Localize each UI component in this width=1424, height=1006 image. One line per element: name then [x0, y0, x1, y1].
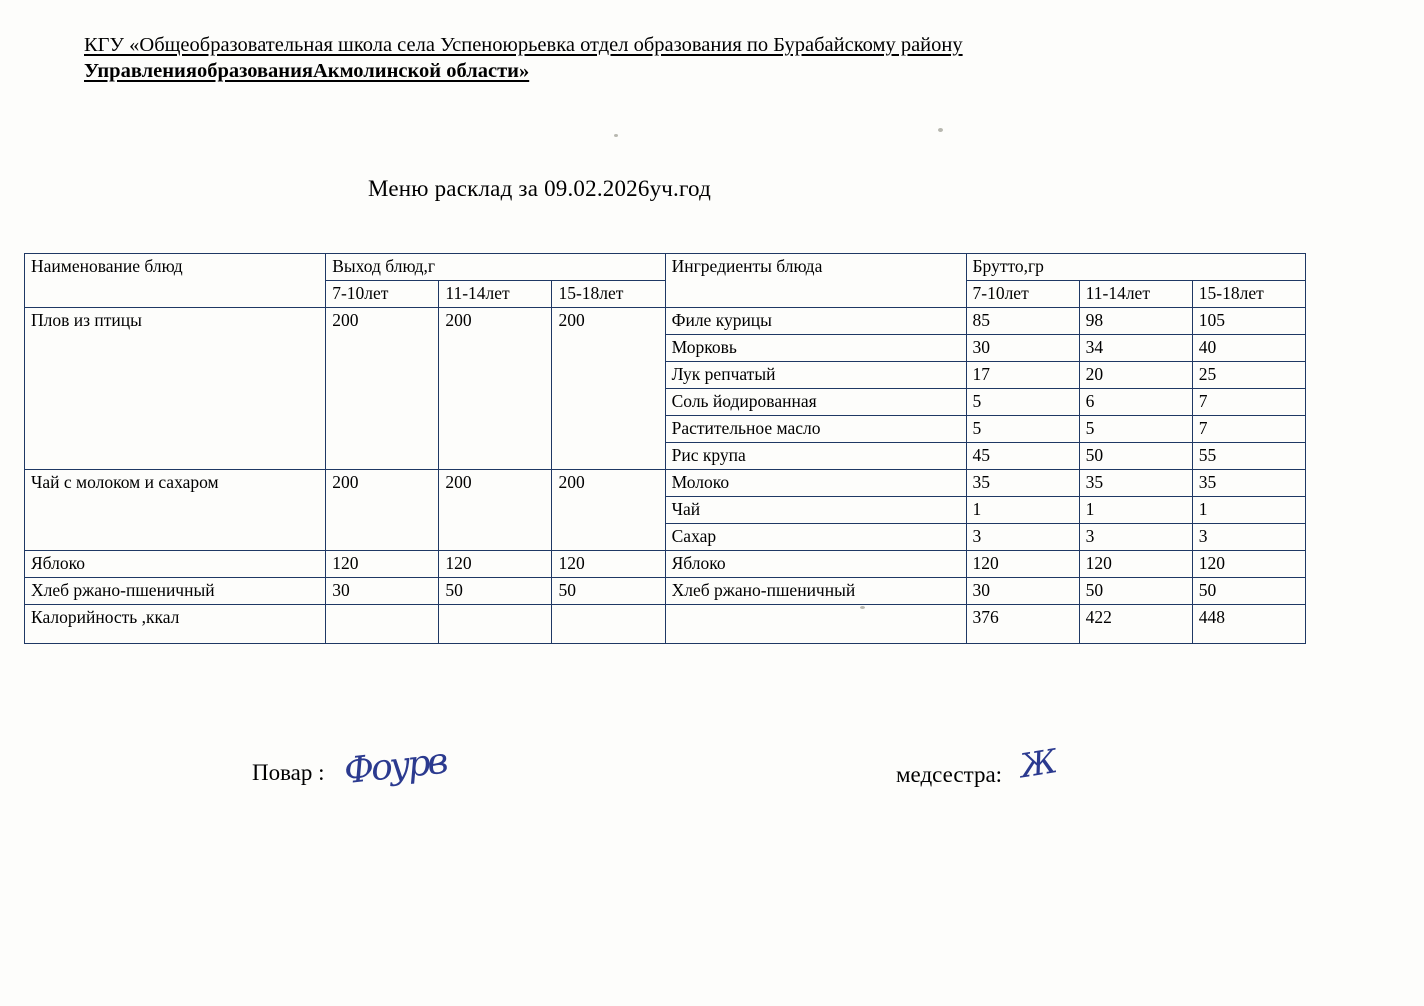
- ingredient-brutto-7-10: 35: [966, 470, 1079, 497]
- ingredient-brutto-11-14: 1: [1079, 497, 1192, 524]
- dish-output-apple-11-14: 120: [439, 551, 552, 578]
- ingredient-brutto-7-10: 3: [966, 524, 1079, 551]
- dish-output-apple-15-18: 120: [552, 551, 665, 578]
- ingredient-name: Морковь: [665, 335, 966, 362]
- ingredient-brutto-11-14: 34: [1079, 335, 1192, 362]
- ingredient-brutto-15-18: 40: [1192, 335, 1305, 362]
- ingredient-brutto-11-14: 35: [1079, 470, 1192, 497]
- dish-output-tea-11-14: 200: [439, 470, 552, 551]
- ingredient-brutto-15-18: 120: [1192, 551, 1305, 578]
- page-title: Меню расклад за 09.02.2026уч.год: [368, 176, 711, 201]
- ingredient-name: Филе курицы: [665, 308, 966, 335]
- ingredient-brutto-15-18: 105: [1192, 308, 1305, 335]
- organization-header-line2: УправленияобразованияАкмолинской области»: [84, 60, 530, 82]
- calories-output-15-18: [552, 605, 665, 644]
- column-header-name: Наименование блюд: [25, 254, 326, 281]
- dish-output-tea-7-10: 200: [326, 470, 439, 551]
- column-header-name-spacer: [25, 281, 326, 308]
- ingredient-brutto-7-10: 5: [966, 389, 1079, 416]
- column-header-output-age-7-10: 7-10лет: [326, 281, 439, 308]
- column-header-ingredients: Ингредиенты блюда: [665, 254, 966, 281]
- dish-name-apple: Яблоко: [25, 551, 326, 578]
- organization-header: [84, 32, 1324, 84]
- ingredient-brutto-15-18: 3: [1192, 524, 1305, 551]
- ingredient-name: Яблоко: [665, 551, 966, 578]
- ingredient-brutto-15-18: 7: [1192, 389, 1305, 416]
- table-row: [25, 470, 1306, 497]
- dish-output-bread-7-10: 30: [326, 578, 439, 605]
- ingredient-brutto-11-14: 50: [1079, 443, 1192, 470]
- ingredient-brutto-7-10: 30: [966, 578, 1079, 605]
- ingredient-brutto-7-10: 45: [966, 443, 1079, 470]
- table-header-row-1: [25, 254, 1306, 281]
- ingredient-brutto-11-14: 50: [1079, 578, 1192, 605]
- ingredient-brutto-7-10: 5: [966, 416, 1079, 443]
- ingredient-brutto-7-10: 120: [966, 551, 1079, 578]
- ingredient-brutto-7-10: 85: [966, 308, 1079, 335]
- ingredient-brutto-15-18: 35: [1192, 470, 1305, 497]
- table-row: [25, 605, 1306, 644]
- ingredient-name: Рис крупа: [665, 443, 966, 470]
- ingredient-name: Лук репчатый: [665, 362, 966, 389]
- ingredient-brutto-11-14: 3: [1079, 524, 1192, 551]
- column-header-brutto-age-7-10: 7-10лет: [966, 281, 1079, 308]
- table-row: [25, 578, 1306, 605]
- column-header-output-age-15-18: 15-18лет: [552, 281, 665, 308]
- table-row: [25, 308, 1306, 335]
- dish-name-calories: Калорийность ,ккал: [25, 605, 326, 644]
- ingredient-name: Растительное масло: [665, 416, 966, 443]
- ingredient-brutto-15-18: 25: [1192, 362, 1305, 389]
- dish-output-plov-7-10: 200: [326, 308, 439, 470]
- dish-output-tea-15-18: 200: [552, 470, 665, 551]
- dish-output-bread-11-14: 50: [439, 578, 552, 605]
- ingredient-name: [665, 605, 966, 644]
- paper-speck: [614, 134, 618, 137]
- ingredient-brutto-7-10: 30: [966, 335, 1079, 362]
- column-header-ingredients-spacer: [665, 281, 966, 308]
- table-row: [25, 551, 1306, 578]
- cook-signature-mark: Фоурв: [342, 740, 448, 793]
- ingredient-brutto-7-10: 17: [966, 362, 1079, 389]
- dish-output-bread-15-18: 50: [552, 578, 665, 605]
- dish-output-plov-11-14: 200: [439, 308, 552, 470]
- ingredient-name: Соль йодированная: [665, 389, 966, 416]
- ingredient-name: Молоко: [665, 470, 966, 497]
- column-header-brutto: Брутто,гр: [966, 254, 1306, 281]
- nurse-signature-label: медсестра:: [896, 762, 1003, 787]
- table-header-row-2: [25, 281, 1306, 308]
- ingredient-brutto-11-14: 6: [1079, 389, 1192, 416]
- column-header-output-age-11-14: 11-14лет: [439, 281, 552, 308]
- paper-speck: [938, 128, 943, 132]
- ingredient-brutto-11-14: 20: [1079, 362, 1192, 389]
- ingredient-brutto-7-10: 1: [966, 497, 1079, 524]
- ingredient-brutto-11-14: 120: [1079, 551, 1192, 578]
- column-header-output: Выход блюд,г: [326, 254, 665, 281]
- ingredient-brutto-15-18: 7: [1192, 416, 1305, 443]
- signature-row: [0, 740, 1424, 830]
- nurse-signature-mark: Ж: [1017, 741, 1056, 786]
- menu-table: [24, 253, 1306, 644]
- calories-brutto-15-18: 448: [1192, 605, 1305, 644]
- ingredient-brutto-11-14: 98: [1079, 308, 1192, 335]
- calories-output-7-10: [326, 605, 439, 644]
- dish-output-apple-7-10: 120: [326, 551, 439, 578]
- dish-name-plov: Плов из птицы: [25, 308, 326, 470]
- calories-brutto-11-14: 422: [1079, 605, 1192, 644]
- ingredient-name: Чай: [665, 497, 966, 524]
- calories-output-11-14: [439, 605, 552, 644]
- ingredient-brutto-11-14: 5: [1079, 416, 1192, 443]
- organization-header-line1: КГУ «Общеобразовательная школа села Успеноюрьевка отдел образования по Бурабайскому району: [84, 34, 963, 56]
- dish-output-plov-15-18: 200: [552, 308, 665, 470]
- column-header-brutto-age-11-14: 11-14лет: [1079, 281, 1192, 308]
- calories-brutto-7-10: 376: [966, 605, 1079, 644]
- ingredient-brutto-15-18: 1: [1192, 497, 1305, 524]
- ingredient-brutto-15-18: 55: [1192, 443, 1305, 470]
- ingredient-brutto-15-18: 50: [1192, 578, 1305, 605]
- cook-signature-label: Повар :: [252, 760, 325, 785]
- dish-name-bread: Хлеб ржано-пшеничный: [25, 578, 326, 605]
- ingredient-name: Хлеб ржано-пшеничный: [665, 578, 966, 605]
- column-header-brutto-age-15-18: 15-18лет: [1192, 281, 1305, 308]
- dish-name-tea: Чай с молоком и сахаром: [25, 470, 326, 551]
- ingredient-name: Сахар: [665, 524, 966, 551]
